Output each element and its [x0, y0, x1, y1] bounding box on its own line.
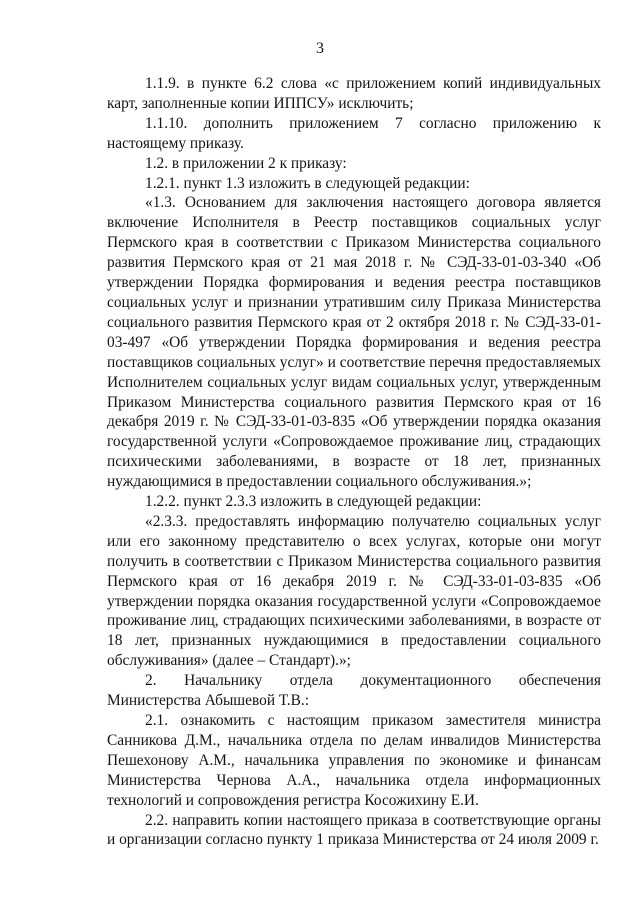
paragraph-2-2: 2.2. направить копии настоящего приказа в соответствующие органы и организации согласно пункту 1 приказа Министерства от 24 июля 2009 г.	[107, 811, 601, 849]
page-number: 3	[316, 40, 324, 57]
paragraph-quote-1-3: «1.3. Основанием для заключения настоящего договора является включение Исполнителя в Реестр поставщиков социальных услуг Пермского края в соответствии с Приказом Министерства социального развития Пермского края от 21 мая 2018 г. № СЭД-33-01-03-340 «Об утверждении Порядка формирования и ведения реестра поставщиков социальных услуг и признании утратившим силу Приказа Министерства социального развития Пермского края от 2 октября 2018 г. № СЭД-33-01-03-497 «Об утверждении Порядка формирования и ведения реестра поставщиков социальных услуг» и соответствие перечня предоставляемых Исполнителем социальных услуг видам социальных услуг, утвержденным Приказом Министерства социального развития Пермского края от 16 декабря 2019 г. № СЭД-33-01-03-835 «Об утверждении порядка оказания государственной услуги «Сопровождаемое проживание лиц, страдающих психическими заболеваниями, в возрасте от 18 лет, признанных нуждающимися в предоставлении социального обслуживания.»;	[107, 194, 601, 491]
paragraph-1-2-2: 1.2.2. пункт 2.3.3 изложить в следующей редакции:	[145, 493, 482, 511]
paragraph-quote-2-3-3: «2.3.3. предоставлять информацию получателю социальных услуг или его законному представителю о всех услугах, которые они могут получить в соответствии с Приказом Министерства социального развития Пермского края от 16 декабря 2019 г. № СЭД-33-01-03-835 «Об утверждении порядка оказания государственной услуги «Сопровождаемое проживание лиц, страдающих психическими заболеваниями, в возрасте от 18 лет, признанных нуждающимися в предоставлении социального обслуживания» (далее – Стандарт).»;	[107, 512, 601, 670]
document-body	[107, 74, 601, 850]
paragraph-1-2: 1.2. в приложении 2 к приказу:	[145, 154, 347, 172]
paragraph-1-2-1: 1.2.1. пункт 1.3 изложить в следующей редакции:	[145, 174, 470, 192]
paragraph-2-1: 2.1. ознакомить с настоящим приказом заместителя министра Санникова Д.М., начальника отдела по делам инвалидов Министерства Пешехонову А.М., начальника управления по экономике и финансам Министерства Чернова А.А., начальника отдела информационных технологий и сопровождения регистра Косожихину Е.И.	[107, 712, 601, 809]
paragraph-1-1-9: 1.1.9. в пункте 6.2 слова «с приложением копий индивидуальных карт, заполненные копии ИППСУ» исключить;	[107, 75, 601, 112]
paragraph-1-1-10: 1.1.10. дополнить приложением 7 согласно приложению к настоящему приказу.	[107, 114, 601, 152]
paragraph-2: 2. Начальнику отдела документационного обеспечения Министерства Абышевой Т.В.:	[107, 672, 601, 710]
